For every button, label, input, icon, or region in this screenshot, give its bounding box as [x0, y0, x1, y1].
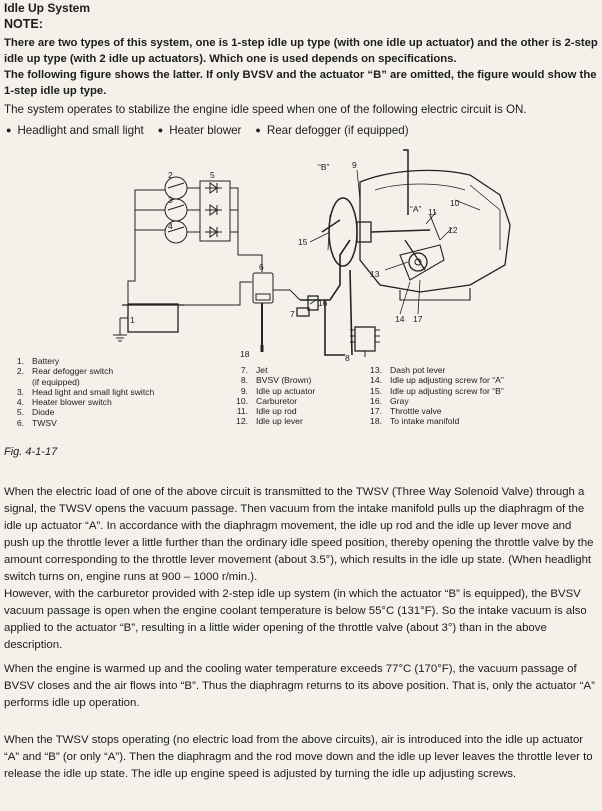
- callout-actuator-b: “B”: [318, 162, 330, 172]
- callout-15: 15: [298, 237, 308, 247]
- note-line: The following figure shows the latter. If only BVSV and the actuator “B” are omitted, the figure would show the 1-step idle up type.: [4, 69, 597, 97]
- figure-caption: Fig. 4-1-17: [4, 446, 58, 458]
- legend-row: 14. Idle up adjusting screw for “A”: [370, 375, 504, 386]
- callout-18: 18: [240, 349, 250, 359]
- legend-row: 15. Idle up adjusting screw for “B”: [370, 385, 504, 396]
- callout-12: 12: [448, 225, 458, 235]
- callout-5: 5: [210, 170, 215, 180]
- body-paragraph: When the electric load of one of the above circuit is transmitted to the TWSV (Three Way Solenoid Valve) through a signal, the TWSV opens the vacuum passage. Then vacuum from the intake manifold pulls up the diaphragm of the idle up actuator “A”. In accordance with the diaphragm movement, the idle up rod and the idle up lever move and push up the throttle lever a little further than the ordinary idle speed position, thereby opening the throttle valve by the amount corresponding to the throttle lever movement (about 3.5°), which results in the idle up state. (When headlight switch turns on, engine runs at 900 – 1000 r/min.). However, with the carburetor provided with 2-step idle up system (in which the actuator “B” is equipped), the BVSV vacuum passage is open when the engine coolant temperature is below 55°C (131°F). So the intake vacuum is also applied to the actuator “B”, resulting in a little wider opening of the throttle valve (about 3°) than in the above description.: [4, 486, 594, 651]
- callout-13: 13: [370, 269, 380, 279]
- bullet-item: ● Headlight and small light: [6, 124, 144, 137]
- callout-actuator-a: “A”: [410, 204, 422, 214]
- legend-row: 5. Diode: [16, 407, 55, 418]
- legend-row: 12. Idle up lever: [236, 416, 303, 427]
- bullet-item: ● Heater blower: [158, 124, 242, 137]
- legend-row: 7. Jet: [240, 365, 268, 375]
- diode-symbol: [205, 183, 222, 237]
- legend-column-3: [362, 365, 504, 427]
- note-body: [4, 35, 598, 99]
- legend-row: 8. BVSV (Brown): [240, 375, 312, 386]
- legend-row: 16. Gray: [370, 395, 409, 406]
- callout-9: 9: [352, 160, 357, 170]
- callout-10: 10: [450, 198, 460, 208]
- circuit-bullet-list: [6, 124, 409, 137]
- callout-17: 17: [413, 314, 423, 324]
- bullet-item: ● Rear defogger (if equipped): [255, 124, 408, 137]
- legend-row: 1. Battery: [16, 356, 60, 366]
- jet-symbol: [297, 308, 309, 316]
- section-title: Idle Up System: [4, 1, 91, 15]
- callout-6: 6: [259, 262, 264, 272]
- legend-row: 2. Rear defogger switch: [16, 366, 114, 377]
- body-paragraph: When the TWSV stops operating (no electric load from the above circuits), air is introduced into the idle up actuator “A” and “B” (or only “A”). Then the diaphragm and the rod move down and the idle up lever leaves the throttle lever to release the idle up state. The idle up engine speed is adjusted by turning the idle up adjusting screws.: [4, 734, 593, 780]
- callout-7: 7: [290, 309, 295, 319]
- legend-row: 18. To intake manifold: [370, 416, 460, 427]
- legend-row: 4. Heater blower switch: [16, 397, 112, 408]
- legend-row: (if equipped): [32, 376, 80, 387]
- legend-row: 13. Dash pot lever: [370, 365, 446, 375]
- electrical-circuit: [113, 177, 262, 341]
- note-heading: NOTE:: [4, 17, 43, 31]
- callout-11: 11: [428, 207, 437, 217]
- callout-1: 1: [130, 315, 135, 325]
- callout-8: 8: [345, 353, 350, 362]
- legend-row: 3. Head light and small light switch: [16, 386, 155, 397]
- callout-4: 4: [168, 221, 173, 231]
- bvsv-valve: [350, 327, 380, 357]
- carburetor-drawing: [328, 150, 510, 300]
- note-line: There are two types of this system, one is 1-step idle up type (with one idle up actuator) and the other is 2-step idle up type (with 2 idle up actuators). Which one is used depends on specifications.: [4, 37, 598, 65]
- body-paragraph: When the engine is warmed up and the cooling water temperature exceeds 77°C (170°F), the vacuum passage of BVSV closes and the air flows into “B”. Thus the diaphragm returns to its above position. That is, only the actuator “A” performs idle up operation.: [4, 663, 595, 709]
- battery-symbol: [128, 304, 178, 332]
- legend-row: 10. Carburetor: [236, 395, 298, 406]
- legend-row: 9. Idle up actuator: [240, 385, 316, 396]
- callout-3: 3: [168, 195, 173, 205]
- legend-row: 6. TWSV: [16, 417, 57, 428]
- ground-symbol: [113, 318, 127, 341]
- idle-up-actuator-diaphragm: [329, 198, 357, 266]
- legend-row: 11. Idle up rod: [236, 406, 297, 417]
- intro-text: The system operates to stabilize the engine idle speed when one of the following electric circuit is ON.: [4, 103, 527, 116]
- callout-14: 14: [395, 314, 405, 324]
- callout-16: 16: [318, 298, 328, 308]
- legend-column-1: [4, 356, 154, 428]
- callout-2: 2: [168, 170, 173, 180]
- legend-row: 17. Throttle valve: [370, 406, 442, 417]
- idle-up-system-diagram: [0, 140, 602, 362]
- legend-column-2: [228, 365, 315, 427]
